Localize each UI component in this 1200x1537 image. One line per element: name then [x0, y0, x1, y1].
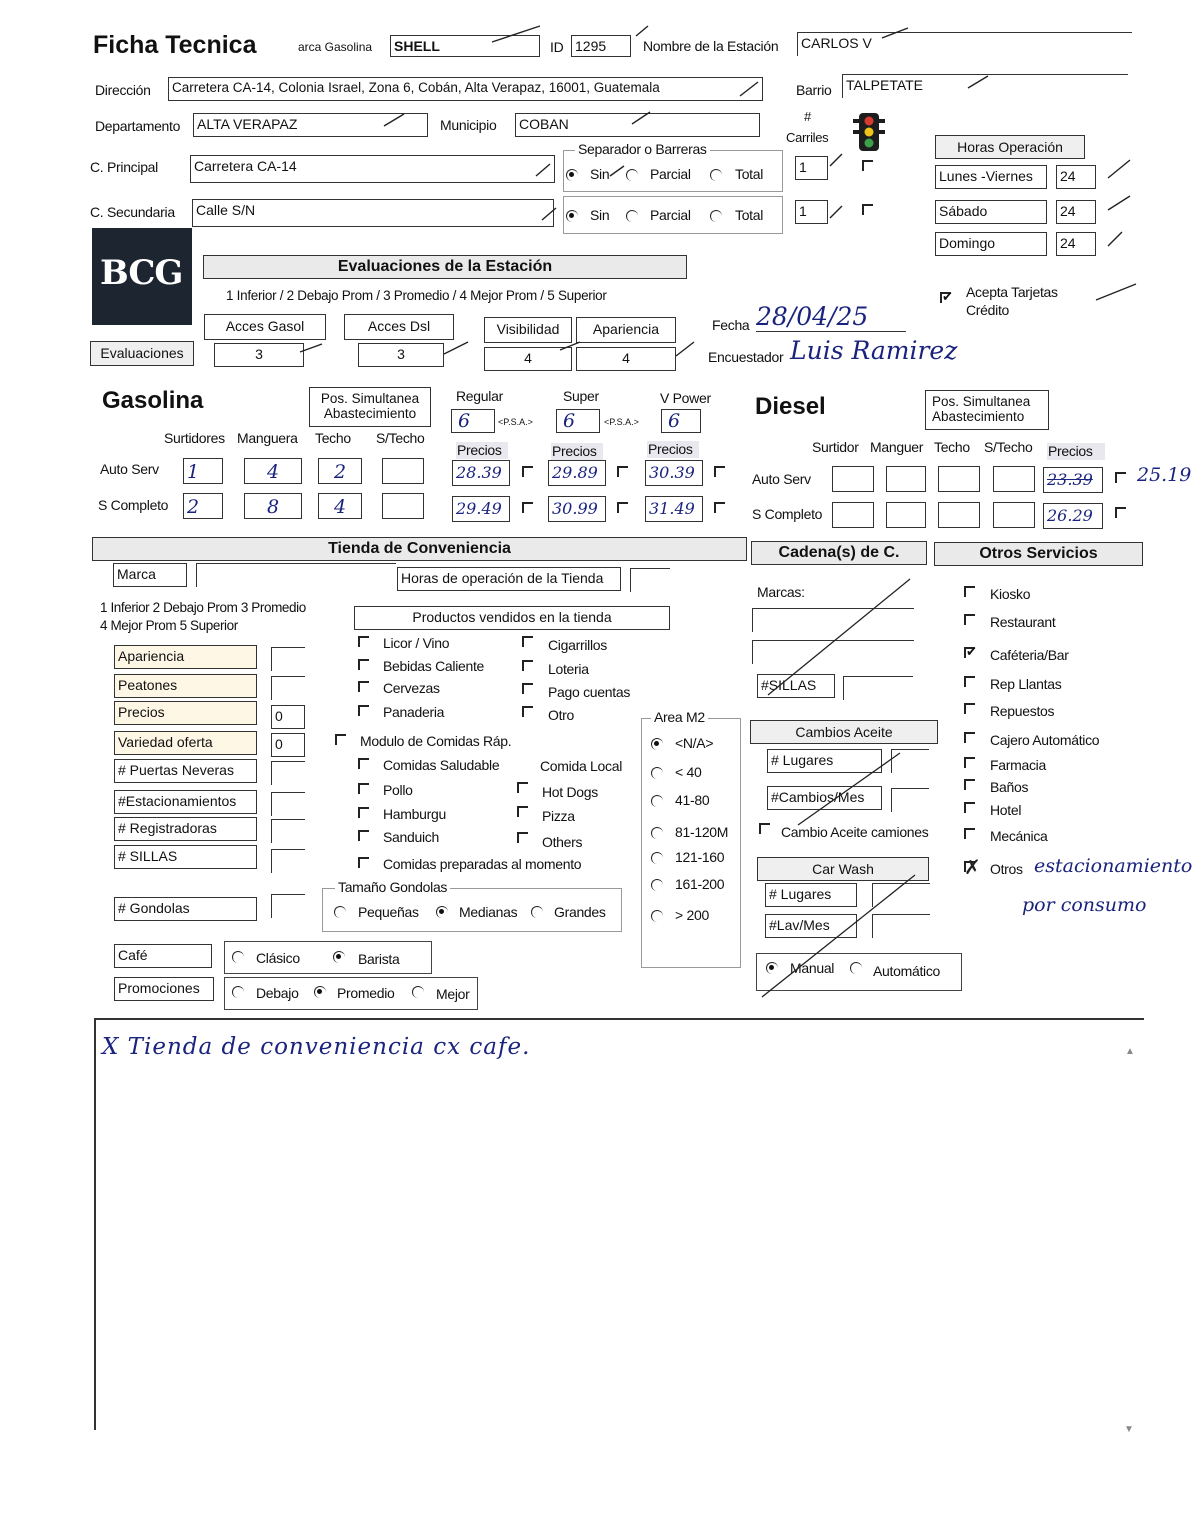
- tienda-horas-label: Horas de operación de la Tienda: [397, 567, 621, 591]
- marca-label: arca Gasolina: [298, 40, 373, 54]
- departamento-label: Departamento: [95, 118, 181, 134]
- tarjetas-label-1: Acepta Tarjetas: [966, 284, 1058, 300]
- producto-otro-label: Otro: [548, 707, 575, 723]
- col-mangueras: Manguera: [237, 430, 298, 446]
- cambios-lugares-label: # Lugares: [767, 749, 882, 773]
- modulo-comidas-check[interactable]: [335, 734, 346, 745]
- rating-precios-field[interactable]: 0: [271, 705, 305, 729]
- cadena-strike-marks: [750, 575, 940, 1005]
- producto-cervezas-label: Cervezas: [383, 680, 440, 696]
- gasolina-pos-label-2: Abastecimiento: [323, 406, 417, 421]
- area-option-5-label: 121-160: [675, 849, 725, 865]
- area-option-3-label: 41-80: [675, 792, 710, 808]
- separador2-parcial-label: Parcial: [650, 207, 691, 223]
- acces-gasol-field[interactable]: 3: [214, 343, 304, 367]
- rating-precios-label: Precios: [114, 701, 257, 725]
- regular-precios-label: Precios: [456, 442, 508, 459]
- wash-automatico-label: Automático: [873, 963, 941, 979]
- bcg-logo-text: BCG: [100, 253, 183, 293]
- gas-scompleto-super-price[interactable]: 30.99: [548, 496, 606, 522]
- municipio-field[interactable]: COBAN: [515, 113, 760, 137]
- carwash-lugares-label: # Lugares: [765, 883, 857, 907]
- col-surtidores: Surtidores: [164, 430, 225, 446]
- diesel-pos-label-2: Abastecimiento: [932, 409, 1025, 424]
- tienda-title: Tienda de Conveniencia: [92, 537, 747, 561]
- principal-label: C. Principal: [90, 159, 158, 175]
- direccion-label: Dirección: [95, 82, 151, 98]
- comida-pollo-check[interactable]: [358, 783, 369, 794]
- producto-bebidas-caliente-label: Bebidas Caliente: [383, 658, 485, 674]
- diesel-col-surtidor: Surtidor: [812, 439, 859, 455]
- area-option-7-label: > 200: [675, 907, 709, 923]
- otros-banos-label: Baños: [990, 779, 1029, 795]
- diesel-col-stecho: S/Techo: [984, 439, 1033, 455]
- producto-licor-vino-check[interactable]: [358, 636, 369, 647]
- departamento-field[interactable]: ALTA VERAPAZ: [193, 113, 428, 137]
- regular-label: Regular: [456, 388, 503, 404]
- promo-promedio-label: Promedio: [337, 985, 395, 1001]
- horas-dom-label: Domingo: [935, 232, 1047, 256]
- gas-scompleto-label: S Completo: [98, 497, 169, 513]
- carriles-label-hash: #: [804, 109, 811, 124]
- otros-title: Otros Servicios: [934, 542, 1143, 566]
- horas-sab-label: Sábado: [935, 200, 1047, 224]
- tamano-grandes-label: Grandes: [554, 904, 606, 920]
- separador2-total-label: Total: [735, 207, 764, 223]
- promo-mejor-radio[interactable]: [412, 986, 424, 998]
- otros-cafeteria-bar-check[interactable]: [964, 647, 975, 658]
- rating-apariencia-field[interactable]: [271, 647, 305, 671]
- otros-cajero-automatico-check[interactable]: [964, 732, 975, 743]
- comida-comidas-saludable-check[interactable]: [358, 758, 369, 769]
- gondolas-label: # Gondolas: [114, 897, 257, 921]
- nombre-field[interactable]: CARLOS V: [797, 32, 1132, 56]
- area-option-4-radio[interactable]: [651, 827, 663, 839]
- acces-dsl-label: Acces Dsl: [344, 314, 454, 340]
- carriles-secundaria-field[interactable]: 1: [795, 200, 828, 224]
- comida-others-check[interactable]: [517, 832, 528, 843]
- tienda-marca-label: Marca: [113, 563, 187, 587]
- gas-scompleto-surtidores[interactable]: 2: [183, 493, 223, 519]
- comida-sanduich-label: Sanduich: [383, 829, 439, 845]
- fecha-label: Fecha: [712, 317, 750, 333]
- producto-cervezas-check[interactable]: [358, 681, 369, 692]
- separador2-sin-label: Sin: [590, 207, 610, 223]
- psa-separator-1: <P.S.A.>: [498, 417, 533, 427]
- cadena-sillas-label: #SILLAS: [757, 674, 835, 698]
- tienda-sillas-label: # SILLAS: [114, 845, 257, 869]
- regular-psa-field[interactable]: 6: [451, 409, 495, 433]
- tarjetas-label-2: Crédito: [966, 302, 1010, 318]
- otros-x-mark: ✗: [964, 857, 981, 879]
- area-option-6-label: 161-200: [675, 876, 725, 892]
- otros-cafeteria-bar-label: Caféteria/Bar: [990, 647, 1069, 663]
- separador-sin-label: Sin: [590, 166, 610, 182]
- separador-total-label: Total: [735, 166, 764, 182]
- carriles-principal-field[interactable]: 1: [795, 156, 828, 180]
- comida-comidas-preparadas-al-momento-check[interactable]: [358, 857, 369, 868]
- carwash-title: Car Wash: [757, 857, 929, 881]
- encuestador-label: Encuestador: [708, 349, 784, 365]
- separador-title: Separador o Barreras: [575, 142, 710, 157]
- cafe-clasico-radio[interactable]: [232, 951, 244, 963]
- comida-local-label: Comida Local: [540, 758, 622, 774]
- diesel-col-techo: Techo: [934, 439, 970, 455]
- area-option-1-radio[interactable]: [651, 738, 663, 750]
- rating-peatones-label: Peatones: [114, 674, 257, 698]
- comida-pollo-label: Pollo: [383, 782, 413, 798]
- notes-text[interactable]: X Tienda de conveniencia cx cafe.: [102, 1034, 531, 1060]
- comida-hot-dogs-check[interactable]: [517, 782, 528, 793]
- otros-repuestos-check[interactable]: [964, 703, 975, 714]
- tamano-pequenas-label: Pequeñas: [358, 904, 419, 920]
- apariencia-label: Apariencia: [576, 317, 676, 343]
- wash-manual-label: Manual: [790, 960, 835, 976]
- promo-debajo-label: Debajo: [256, 985, 299, 1001]
- area-option-2-radio[interactable]: [651, 767, 663, 779]
- comida-comidas-preparadas-al-momento-label: Comidas preparadas al momento: [383, 856, 582, 872]
- horas-operacion-title: Horas Operación: [935, 135, 1085, 159]
- marca-field[interactable]: SHELL: [390, 35, 540, 57]
- producto-pago-cuentas-label: Pago cuentas: [548, 684, 631, 700]
- otros-repuestos-label: Repuestos: [990, 703, 1055, 719]
- diesel-precios-label: Precios: [1047, 443, 1105, 460]
- producto-otro-check[interactable]: [522, 706, 533, 717]
- encuestador-value[interactable]: Luis Ramirez: [790, 336, 958, 365]
- area-group: [641, 718, 741, 968]
- producto-licor-vino-label: Licor / Vino: [383, 635, 450, 651]
- gas-autoserv-regular-price[interactable]: 28.39: [452, 460, 510, 486]
- notes-area[interactable]: [94, 1018, 1144, 1430]
- promo-mejor-label: Mejor: [436, 986, 470, 1002]
- gas-scompleto-vpower-price[interactable]: 31.49: [645, 496, 703, 522]
- diesel-scompleto-price[interactable]: 26.29: [1043, 503, 1103, 529]
- rating-apariencia-label: Apariencia: [114, 645, 257, 669]
- promo-promedio-radio[interactable]: [314, 986, 326, 998]
- promociones-label: Promociones: [114, 977, 214, 1001]
- tamano-grandes-radio[interactable]: [531, 906, 543, 918]
- barrio-field[interactable]: TALPETATE: [842, 74, 1128, 98]
- estacionamientos-field[interactable]: [271, 792, 305, 816]
- handwritten-marks: [0, 0, 1200, 520]
- area-option-4-label: 81-120M: [675, 824, 729, 840]
- cafe-clasico-label: Clásico: [256, 950, 300, 966]
- otros-kiosko-label: Kiosko: [990, 586, 1031, 602]
- diesel-title: Diesel: [755, 393, 826, 420]
- otros-hotel-check[interactable]: [964, 802, 975, 813]
- vpower-label: V Power: [660, 390, 711, 406]
- cafe-barista-radio[interactable]: [333, 951, 345, 963]
- evaluaciones-row-label: Evaluaciones: [90, 341, 194, 366]
- vpower-precios-label: Precios: [647, 441, 699, 458]
- otros-restaurant-label: Restaurant: [990, 614, 1056, 630]
- form-title: Ficha Tecnica: [93, 31, 257, 59]
- otros-farmacia-label: Farmacia: [990, 757, 1046, 773]
- visibilidad-label: Visibilidad: [484, 317, 572, 343]
- evaluaciones-title: Evaluaciones de la Estación: [203, 255, 687, 279]
- secundaria-label: C. Secundaria: [90, 204, 175, 220]
- puertas-neveras-label: # Puertas Neveras: [114, 759, 257, 783]
- gasolina-pos-label-1: Pos. Simultanea: [320, 391, 420, 406]
- estacionamientos-label: #Estacionamientos: [114, 790, 257, 814]
- producto-bebidas-caliente-check[interactable]: [358, 659, 369, 670]
- producto-panaderia-check[interactable]: [358, 705, 369, 716]
- municipio-label: Municipio: [440, 117, 497, 133]
- otros-restaurant-check[interactable]: [964, 614, 975, 625]
- tamano-medianas-radio[interactable]: [436, 906, 448, 918]
- scroll-up-icon[interactable]: ▲: [1125, 1046, 1135, 1057]
- diesel-autoserv-price-note: 25.19: [1137, 464, 1192, 486]
- diesel-autoserv-price[interactable]: 23.39: [1043, 467, 1103, 493]
- diesel-col-manguer: Manguer: [870, 439, 924, 455]
- otros-mecanica-label: Mecánica: [990, 828, 1048, 844]
- tamano-pequenas-radio[interactable]: [334, 906, 346, 918]
- id-field[interactable]: 1295: [571, 35, 631, 57]
- principal-field[interactable]: Carretera CA-14: [190, 155, 555, 183]
- tamano-title: Tamaño Gondolas: [335, 880, 450, 895]
- area-option-3-radio[interactable]: [651, 795, 663, 807]
- cambio-camiones-label: Cambio Aceite camiones: [781, 824, 929, 840]
- fecha-value[interactable]: 28/04/25: [756, 302, 906, 332]
- registradoras-label: # Registradoras: [114, 817, 257, 841]
- direccion-field[interactable]: Carretera CA-14, Colonia Israel, Zona 6, Cobán, Alta Verapaz, 16001, Guatemala: [168, 77, 763, 101]
- super-psa-field[interactable]: 6: [556, 409, 600, 433]
- barrio-label: Barrio: [796, 82, 832, 98]
- comida-pizza-label: Pizza: [542, 808, 575, 824]
- rating-peatones-field[interactable]: [271, 676, 305, 700]
- comida-others-label: Others: [542, 834, 583, 850]
- gas-autoserv-surtidores[interactable]: 1: [183, 458, 223, 484]
- producto-loteria-label: Loteria: [548, 661, 589, 677]
- area-option-6-radio[interactable]: [651, 879, 663, 891]
- horas-lv-field[interactable]: 24: [1056, 165, 1096, 189]
- area-title: Area M2: [651, 710, 708, 725]
- horas-lv-label: Lunes -Viernes: [935, 165, 1047, 189]
- tienda-sillas-field[interactable]: [271, 849, 305, 873]
- otros-note-2: por consumo: [1022, 894, 1147, 916]
- gas-scompleto-techo[interactable]: 4: [318, 493, 362, 519]
- comida-sanduich-check[interactable]: [358, 830, 369, 841]
- productos-title: Productos vendidos en la tienda: [354, 606, 670, 630]
- gas-autoserv-vpower-price[interactable]: 30.39: [645, 460, 703, 486]
- super-label: Super: [563, 388, 599, 404]
- tienda-horas-field[interactable]: [630, 568, 670, 592]
- producto-loteria-check[interactable]: [522, 660, 533, 671]
- vpower-psa-field[interactable]: 6: [661, 409, 701, 433]
- producto-cigarrillos-label: Cigarrillos: [548, 637, 607, 653]
- puertas-neveras-field[interactable]: [271, 761, 305, 785]
- registradoras-field[interactable]: [271, 819, 305, 843]
- cafe-label: Café: [114, 944, 212, 968]
- producto-panaderia-label: Panaderia: [383, 704, 445, 720]
- comida-pizza-check[interactable]: [517, 806, 528, 817]
- otros-banos-check[interactable]: [964, 779, 975, 790]
- rating-variedad-label: Variedad oferta: [114, 731, 257, 755]
- psa-separator-2: <P.S.A.>: [604, 417, 639, 427]
- otros-mecanica-check[interactable]: [964, 828, 975, 839]
- horas-dom-field[interactable]: 24: [1056, 232, 1096, 256]
- horas-sab-field[interactable]: 24: [1056, 200, 1096, 224]
- secundaria-field[interactable]: Calle S/N: [192, 199, 554, 227]
- visibilidad-field[interactable]: 4: [484, 347, 572, 371]
- apariencia-field[interactable]: 4: [576, 347, 676, 371]
- gondolas-field[interactable]: [271, 894, 305, 918]
- producto-pago-cuentas-check[interactable]: [522, 683, 533, 694]
- tamano-medianas-label: Medianas: [459, 904, 518, 920]
- cambios-mes-label: #Cambios/Mes: [767, 786, 882, 810]
- diesel-scompleto-label: S Completo: [752, 506, 823, 522]
- gas-scompleto-mangueras[interactable]: 8: [244, 493, 302, 519]
- diesel-pos-label-1: Pos. Simultanea: [932, 394, 1031, 409]
- rating-variedad-field[interactable]: 0: [271, 733, 305, 757]
- otros-kiosko-check[interactable]: [964, 586, 975, 597]
- evaluaciones-scale: 1 Inferior / 2 Debajo Prom / 3 Promedio / 4 Mejor Prom / 5 Superior: [226, 288, 607, 303]
- producto-cigarrillos-check[interactable]: [522, 636, 533, 647]
- gasolina-title: Gasolina: [102, 387, 204, 414]
- gas-autoserv-mangueras[interactable]: 4: [244, 458, 302, 484]
- otros-note-1: estacionamiento: [1034, 855, 1193, 877]
- tienda-scale-2: 4 Mejor Prom 5 Superior: [100, 618, 238, 633]
- gas-autoserv-super-price[interactable]: 29.89: [548, 460, 606, 486]
- cambios-aceite-title: Cambios Aceite: [750, 720, 938, 744]
- area-option-5-radio[interactable]: [651, 852, 663, 864]
- acces-dsl-field[interactable]: 3: [358, 343, 444, 367]
- id-label: ID: [550, 39, 564, 55]
- otros-otros-label: Otros: [990, 861, 1023, 877]
- gas-autoserv-techo[interactable]: 2: [318, 458, 362, 484]
- otros-cajero-automatico-label: Cajero Automático: [990, 732, 1100, 748]
- modulo-comidas-label: Modulo de Comidas Ráp.: [360, 733, 512, 749]
- cafe-barista-label: Barista: [358, 951, 400, 967]
- gas-autoserv-label: Auto Serv: [100, 461, 159, 477]
- comida-hamburgu-label: Hamburgu: [383, 806, 446, 822]
- carriles-label: Carriles: [786, 130, 829, 145]
- area-option-1-label: <N/A>: [675, 735, 714, 751]
- scroll-down-icon[interactable]: ▼: [1124, 1424, 1134, 1435]
- col-stecho: S/Techo: [376, 430, 425, 446]
- comida-hot-dogs-label: Hot Dogs: [542, 784, 598, 800]
- comida-comidas-saludable-label: Comidas Saludable: [383, 757, 500, 773]
- area-option-7-radio[interactable]: [651, 910, 663, 922]
- otros-hotel-label: Hotel: [990, 802, 1022, 818]
- nombre-label: Nombre de la Estación: [643, 38, 779, 54]
- tienda-scale-1: 1 Inferior 2 Debajo Prom 3 Promedio: [100, 600, 306, 615]
- acces-gasol-label: Acces Gasol: [204, 314, 326, 340]
- cadena-title: Cadena(s) de C.: [751, 541, 927, 565]
- otros-farmacia-check[interactable]: [964, 757, 975, 768]
- otros-rep-llantas-check[interactable]: [964, 676, 975, 687]
- diesel-autoserv-label: Auto Serv: [752, 471, 811, 487]
- lav-mes-label: #Lav/Mes: [765, 914, 857, 938]
- gas-scompleto-regular-price[interactable]: 29.49: [452, 496, 510, 522]
- promo-debajo-radio[interactable]: [232, 986, 244, 998]
- separador-parcial-label: Parcial: [650, 166, 691, 182]
- comida-hamburgu-check[interactable]: [358, 807, 369, 818]
- tienda-marca-field[interactable]: [196, 563, 396, 587]
- col-techo: Techo: [315, 430, 351, 446]
- cadena-marcas-label: Marcas:: [757, 584, 805, 600]
- super-precios-label: Precios: [551, 443, 603, 460]
- otros-rep-llantas-label: Rep Llantas: [990, 676, 1062, 692]
- area-option-2-label: < 40: [675, 764, 702, 780]
